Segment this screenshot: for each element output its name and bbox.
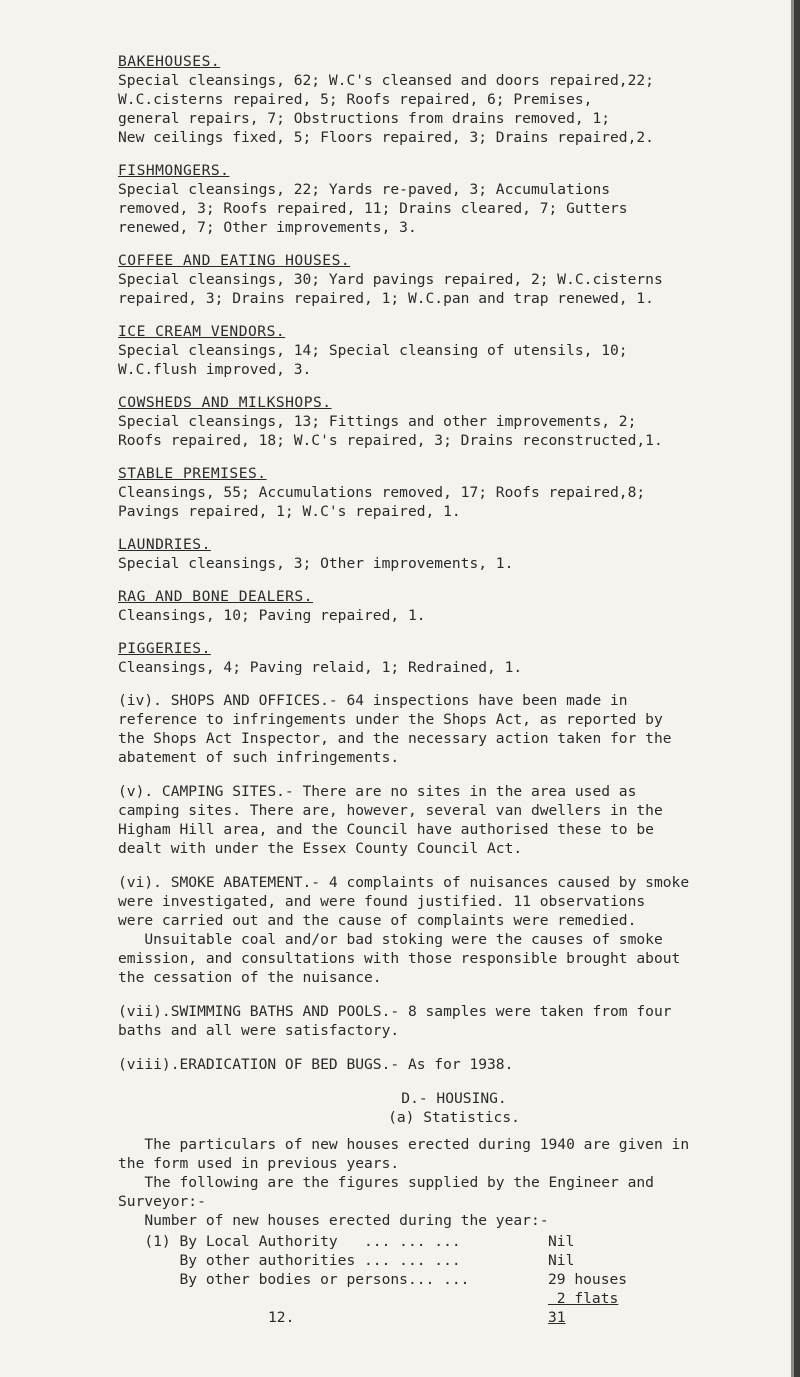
text-line: Higham Hill area, and the Council have authorised these to be	[118, 821, 654, 838]
stats-row	[118, 1232, 790, 1251]
report-content	[118, 52, 790, 1327]
text-line: New ceilings fixed, 5; Floors repaired, 3; Drains repaired,2.	[118, 129, 654, 146]
text-line: abatement of such infringements.	[118, 749, 400, 766]
heading-bakehouses: BAKEHOUSES.	[118, 53, 221, 70]
text-line: (iv). SHOPS AND OFFICES.- 64 inspections have been made in	[118, 692, 628, 709]
text-line: Pavings repaired, 1; W.C's repaired, 1.	[118, 503, 461, 520]
heading-fishmongers: FISHMONGERS.	[118, 162, 230, 179]
stats-label: By other bodies or persons... ...	[118, 1271, 470, 1288]
section-stable-premises	[118, 464, 790, 521]
text-line: Cleansings, 55; Accumulations removed, 17; Roofs repaired,8;	[118, 484, 646, 501]
section-coffee-houses	[118, 251, 790, 308]
text-line: baths and all were satisfactory.	[118, 1022, 400, 1039]
heading-ice-cream-vendors: ICE CREAM VENDORS.	[118, 323, 286, 340]
page-edge	[794, 0, 800, 1377]
text-line: general repairs, 7; Obstructions from drains removed, 1;	[118, 110, 611, 127]
text-line: Special cleansings, 3; Other improvements, 1.	[118, 555, 514, 572]
housing-subtitle: (a) Statistics.	[388, 1109, 520, 1126]
text-line: (viii).ERADICATION OF BED BUGS.- As for 1938.	[118, 1056, 514, 1073]
text-line: W.C.cisterns repaired, 5; Roofs repaired, 6; Premises,	[118, 91, 593, 108]
text-line: W.C.flush improved, 3.	[118, 361, 312, 378]
text-line: emission, and consultations with those responsible brought about	[118, 950, 681, 967]
section-ice-cream-vendors	[118, 322, 790, 379]
text-line: were carried out and the cause of complaints were remedied.	[118, 912, 637, 929]
text-line: (v). CAMPING SITES.- There are no sites in the area used as	[118, 783, 637, 800]
text-line: Cleansings, 4; Paving relaid, 1; Redrained, 1.	[118, 659, 523, 676]
text-line: the cessation of the nuisance.	[118, 969, 382, 986]
heading-cowsheds: COWSHEDS AND MILKSHOPS.	[118, 394, 332, 411]
paragraph-bed-bugs	[118, 1055, 790, 1074]
heading-rag-bone-dealers: RAG AND BONE DEALERS.	[118, 588, 314, 605]
text-line: (vi). SMOKE ABATEMENT.- 4 complaints of nuisances caused by smoke	[118, 874, 690, 891]
stats-value: Nil	[548, 1233, 575, 1250]
paragraph-smoke-abatement	[118, 873, 790, 987]
paragraph-swimming-baths	[118, 1002, 790, 1040]
section-cowsheds	[118, 393, 790, 450]
text-line: reference to infringements under the Shops Act, as reported by	[118, 711, 663, 728]
paragraph-shops-offices	[118, 691, 790, 767]
section-rag-bone-dealers	[118, 587, 790, 625]
text-line: renewed, 7; Other improvements, 3.	[118, 219, 417, 236]
heading-piggeries: PIGGERIES.	[118, 640, 211, 657]
text-line: camping sites. There are, however, several van dwellers in the	[118, 802, 663, 819]
text-line: Special cleansings, 13; Fittings and other improvements, 2;	[118, 413, 637, 430]
stats-row	[118, 1270, 790, 1289]
heading-coffee-houses: COFFEE AND EATING HOUSES.	[118, 252, 351, 269]
text-line: Special cleansings, 30; Yard pavings repaired, 2; W.C.cisterns	[118, 271, 663, 288]
text-line: Special cleansings, 22; Yards re-paved, 3; Accumulations	[118, 181, 611, 198]
text-line: Number of new houses erected during the year:-	[118, 1212, 549, 1229]
housing-intro	[118, 1135, 790, 1230]
text-line: the Shops Act Inspector, and the necessary action taken for the	[118, 730, 672, 747]
stats-value: 2 flats	[548, 1290, 619, 1307]
housing-title: D.- HOUSING.	[401, 1090, 507, 1107]
stats-total: 31	[548, 1309, 566, 1326]
stats-label: By other authorities ... ... ...	[118, 1252, 461, 1269]
text-line: were investigated, and were found justified. 11 observations	[118, 893, 646, 910]
heading-stable-premises: STABLE PREMISES.	[118, 465, 267, 482]
text-line: Special cleansings, 14; Special cleansing of utensils, 10;	[118, 342, 628, 359]
text-line: Roofs repaired, 18; W.C's repaired, 3; Drains reconstructed,1.	[118, 432, 663, 449]
text-line: The particulars of new houses erected during 1940 are given in	[118, 1136, 690, 1153]
text-line: Surveyor:-	[118, 1193, 206, 1210]
page-footer	[118, 1308, 790, 1327]
stats-value: 29 houses	[548, 1271, 628, 1288]
section-piggeries	[118, 639, 790, 677]
text-line: The following are the figures supplied by the Engineer and	[118, 1174, 654, 1191]
housing-stats-table	[118, 1232, 790, 1327]
stats-row	[118, 1289, 790, 1308]
paragraph-camping-sites	[118, 782, 790, 858]
section-laundries	[118, 535, 790, 573]
heading-laundries: LAUNDRIES.	[118, 536, 211, 553]
stats-value: Nil	[548, 1252, 575, 1269]
stats-row	[118, 1251, 790, 1270]
text-line: Cleansings, 10; Paving repaired, 1.	[118, 607, 426, 624]
text-line: repaired, 3; Drains repaired, 1; W.C.pan and trap renewed, 1.	[118, 290, 654, 307]
text-line: (vii).SWIMMING BATHS AND POOLS.- 8 samples were taken from four	[118, 1003, 672, 1020]
stats-label	[118, 1289, 548, 1308]
text-line: the form used in previous years.	[118, 1155, 400, 1172]
text-line: Special cleansings, 62; W.C's cleansed and doors repaired,22;	[118, 72, 654, 89]
text-line: dealt with under the Essex County Council Act.	[118, 840, 523, 857]
text-line: Unsuitable coal and/or bad stoking were the causes of smoke	[118, 931, 663, 948]
page-number: 12.	[268, 1309, 295, 1326]
text-line: removed, 3; Roofs repaired, 11; Drains cleared, 7; Gutters	[118, 200, 628, 217]
section-fishmongers	[118, 161, 790, 237]
section-bakehouses	[118, 52, 790, 147]
stats-label: (1) By Local Authority ... ... ...	[118, 1233, 461, 1250]
